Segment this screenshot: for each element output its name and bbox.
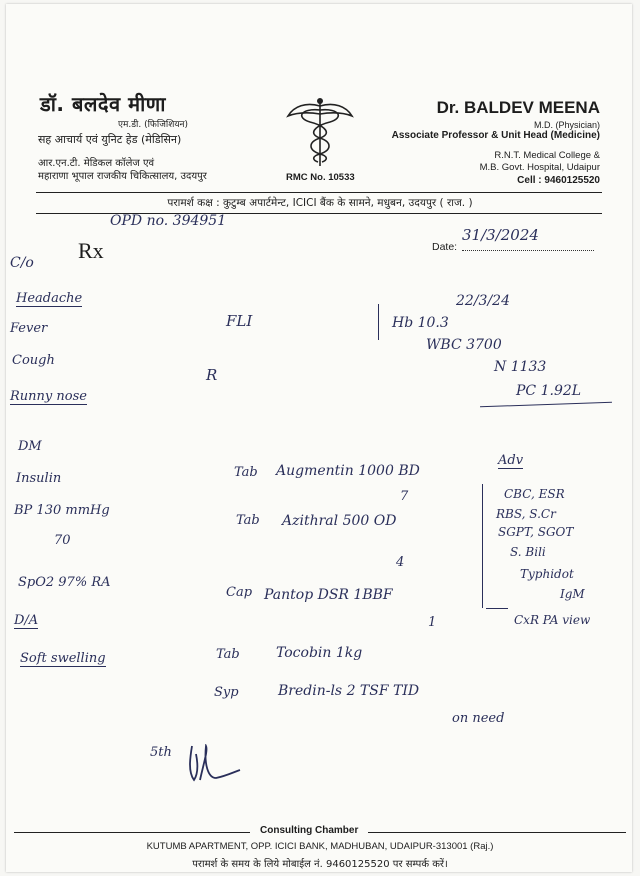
college-hindi: आर.एन.टी. मेडिकल कॉलेज एवं bbox=[38, 158, 155, 169]
impression: FLI bbox=[226, 312, 253, 330]
vitals-bp: BP 130 mmHg bbox=[14, 503, 110, 518]
date-label: Date: bbox=[432, 241, 458, 253]
advice-bracket bbox=[482, 484, 483, 608]
lab-item: WBC 3700 bbox=[426, 337, 502, 353]
med-note: 1 bbox=[428, 615, 437, 630]
advice-item: CxR PA view bbox=[514, 613, 591, 627]
college-english: R.N.T. Medical College & bbox=[494, 150, 600, 161]
vitals-spo2: SpO2 97% RA bbox=[18, 575, 111, 590]
diagnosis: Soft swelling bbox=[20, 651, 106, 666]
doctor-name-english: Dr. BALDEV MEENA bbox=[436, 98, 600, 117]
complaint-item: Headache bbox=[16, 291, 83, 306]
rmc-number: RMC No. 10533 bbox=[286, 172, 355, 183]
vitals-pulse: 70 bbox=[54, 533, 71, 548]
advice-item: IgM bbox=[560, 587, 585, 601]
diagnosis-heading: D/A bbox=[14, 613, 39, 628]
med-note: 4 bbox=[396, 555, 405, 570]
doctor-degree-hindi: एम.डी. (फिजिशियन) bbox=[118, 120, 189, 130]
lab-item: Hb 10.3 bbox=[392, 315, 449, 331]
history-item: DM bbox=[18, 439, 42, 454]
advice-arrow bbox=[486, 608, 508, 609]
footer-note: परामर्श के समय के लिये मोबाईल नं. 9460125520 पर सम्पर्क करें। bbox=[192, 859, 448, 870]
consulting-address: परामर्श कक्ष : कुटुम्ब अपार्टमेन्ट, ICICI बैंक के सामने, मधुबन, उदयपुर ( राज. ) bbox=[167, 197, 473, 209]
caduceus-icon bbox=[286, 96, 354, 168]
med-line: Augmentin 1000 BD bbox=[276, 463, 420, 479]
impression-note: R bbox=[206, 366, 218, 384]
signature-mark bbox=[186, 744, 242, 784]
labs-bracket bbox=[378, 304, 379, 340]
med-line: Azithral 500 OD bbox=[282, 513, 397, 529]
history-item: Insulin bbox=[16, 471, 62, 486]
doctor-name-hindi: डॉ. बलदेव मीणा bbox=[40, 92, 166, 116]
hospital-english: M.B. Govt. Hospital, Udaipur bbox=[479, 162, 600, 173]
hospital-hindi: महाराणा भूपाल राजकीय चिकित्सालय, उदयपुर bbox=[38, 171, 207, 182]
doctor-designation-hindi: सह आचार्य एवं युनिट हेड (मेडिसिन) bbox=[38, 133, 182, 146]
complaints-heading: C/o bbox=[10, 255, 34, 271]
rx-symbol: Rx bbox=[78, 238, 104, 263]
footer-title: Consulting Chamber bbox=[250, 825, 368, 836]
med-line: Pantop DSR 1BBF bbox=[264, 587, 393, 603]
med-prefix: Tab bbox=[236, 513, 260, 528]
lab-item: PC 1.92L bbox=[516, 383, 582, 399]
med-note: 7 bbox=[400, 489, 409, 504]
advice-item: CBC, ESR bbox=[504, 487, 565, 501]
date-line bbox=[462, 250, 594, 251]
handwritten-date: 31/3/2024 bbox=[462, 226, 539, 244]
labs-date: 22/3/24 bbox=[456, 293, 510, 309]
complaint-item: Runny nose bbox=[10, 389, 87, 404]
lab-item: N 1133 bbox=[494, 359, 547, 375]
header-divider bbox=[36, 192, 602, 193]
signature-note: 5th bbox=[150, 745, 172, 760]
cell-number: Cell : 9460125520 bbox=[517, 175, 600, 186]
footer-address: KUTUMB APARTMENT, OPP. ICICI BANK, MADHUBAN, UDAIPUR-313001 (Raj.) bbox=[146, 841, 494, 852]
med-line: Bredin-ls 2 TSF TID bbox=[278, 683, 420, 699]
med-prefix: Tab bbox=[234, 465, 258, 480]
doctor-designation-english: Associate Professor & Unit Head (Medicine) bbox=[391, 130, 600, 141]
advice-item: S. Bili bbox=[510, 545, 546, 559]
advice-item: SGPT, SGOT bbox=[498, 525, 574, 539]
med-prefix: Syp bbox=[214, 685, 239, 700]
med-prefix: Tab bbox=[216, 647, 240, 662]
patient-id: OPD no. 394951 bbox=[110, 213, 227, 229]
advice-item: RBS, S.Cr bbox=[496, 507, 556, 521]
complaint-item: Cough bbox=[12, 353, 55, 368]
med-note: on need bbox=[452, 711, 505, 726]
complaint-item: Fever bbox=[10, 321, 48, 336]
med-line: Tocobin 1kg bbox=[276, 645, 363, 661]
advice-item: Typhidot bbox=[520, 567, 574, 581]
doctor-degree-english: M.D. (Physician) bbox=[533, 120, 600, 130]
advice-heading: Adv bbox=[498, 453, 524, 468]
med-prefix: Cap bbox=[226, 585, 253, 600]
